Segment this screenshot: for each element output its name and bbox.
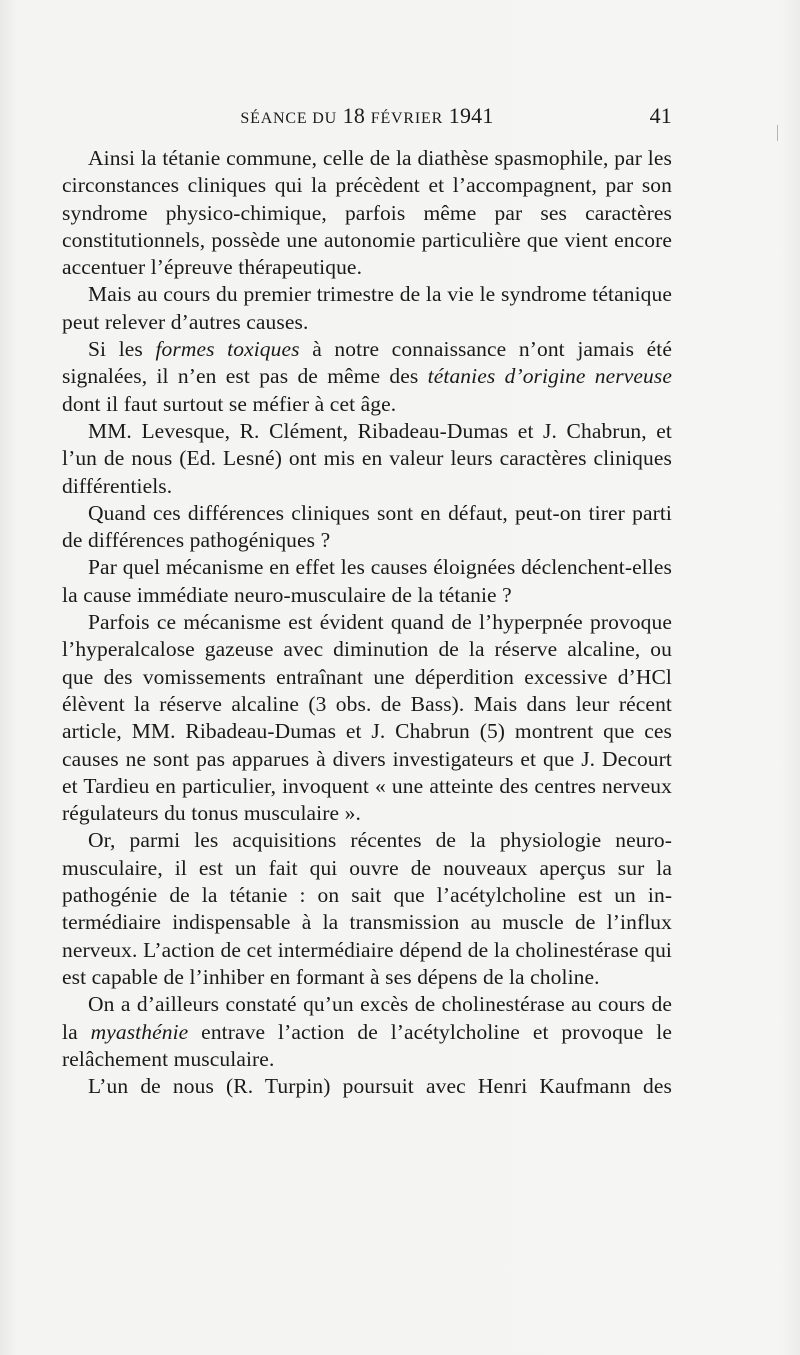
paragraph — [62, 145, 672, 281]
text-segment: On a d’ailleurs constaté qu’un excès de cholinestérase au cours de la — [62, 992, 672, 1044]
text-segment: entrave l’action de l’acétylcholine et provoque le relâchement musculaire. — [62, 1019, 672, 1071]
page-number: 41 — [649, 103, 672, 128]
paragraph — [62, 281, 672, 336]
paragraph — [62, 609, 672, 827]
italic-text: formes toxiques — [155, 337, 300, 362]
text-segment: dont il faut surtout se méfier à cet âge. — [62, 391, 397, 416]
page-edge-mark — [777, 125, 778, 141]
text-segment: Ainsi la tétanie commune, celle de la diathèse spasmophile, par les circonstances cliniques qui la précèdent et l’accompagnent, par son syndrome physico-chimique, parfois même par ses caractères constitutionnels, possède une autonomie particulière que vient encore accentuer l’épreuve thérapeutique. — [62, 146, 672, 280]
body-text — [62, 145, 672, 1100]
paragraph — [62, 1073, 672, 1100]
text-segment: à notre connaissance n’ont jamais été signalées, il n’en est pas de même des — [62, 337, 672, 389]
header-month: FÉVRIER — [370, 110, 444, 127]
text-segment: Or, parmi les acquisitions récentes de la physiologie neuro-musculaire, il est un fait qui ouvre de nouveaux aperçus sur la pathogénie de la tétanie : on sait que l’acétylcholine est un intermédiaire indispensable à la transmission au muscle de l’influx nerveux. L’action de cet intermédiaire dépend de la cholinestérase qui est capable de l’inhiber en formant à ses dépens de la choline. — [62, 828, 672, 989]
paragraph — [62, 336, 672, 418]
text-segment: Quand ces différences cliniques sont en défaut, peut-on tirer parti de différences pathogéniques ? — [62, 500, 672, 553]
text-segment: Mais au cours du premier trimestre de la vie le syndrome tétanique peut relever d’autres causes. — [62, 282, 672, 334]
paragraph — [62, 500, 672, 555]
italic-text: myasthénie — [90, 1019, 189, 1044]
text-segment: L’un de nous (R. Turpin) poursuit avec Henri Kaufmann des — [88, 1074, 672, 1099]
paragraph — [62, 991, 672, 1073]
header-day: 18 — [342, 103, 366, 128]
running-header — [62, 100, 672, 132]
paragraph — [62, 827, 672, 991]
header-year: 1941 — [448, 103, 494, 128]
text-segment: MM. Levesque, R. Clément, Ribadeau-Dumas et J. Chabrun, et l’un de nous (Ed. Lesné) ont mis en valeur leurs caractères cliniques différentiels. — [62, 418, 672, 498]
running-title — [62, 100, 672, 135]
italic-text: tétanies d’origine nerveuse — [427, 364, 672, 389]
paragraph — [62, 418, 672, 500]
text-segment: Parfois ce mécanisme est évident quand de l’hyperpnée provoque l’hyperalcalose gazeuse avec diminution de la réserve alcaline, ou que des vomissements entraînant une déperdition excessive d’HCl élèvent la réserve alcaline (3 obs. de Bass). Mais dans leur récent article, MM. Ribadeau-Dumas et J. Chabrun (5) montrent que ces causes ne sont pas apparues à divers investigateurs et que J. Decourt et Tardieu en particulier, invoquent « une atteinte des centres nerveux régulateurs du tonus musculaire ». — [62, 610, 672, 826]
paragraph — [62, 554, 672, 609]
text-segment: Si les — [88, 337, 156, 362]
text-segment: Par quel mécanisme en effet les causes éloignées déclenchent-elles la cause immédiate neuro-musculaire de la tétanie ? — [62, 555, 672, 607]
header-prefix: SÉANCE DU — [240, 110, 337, 127]
